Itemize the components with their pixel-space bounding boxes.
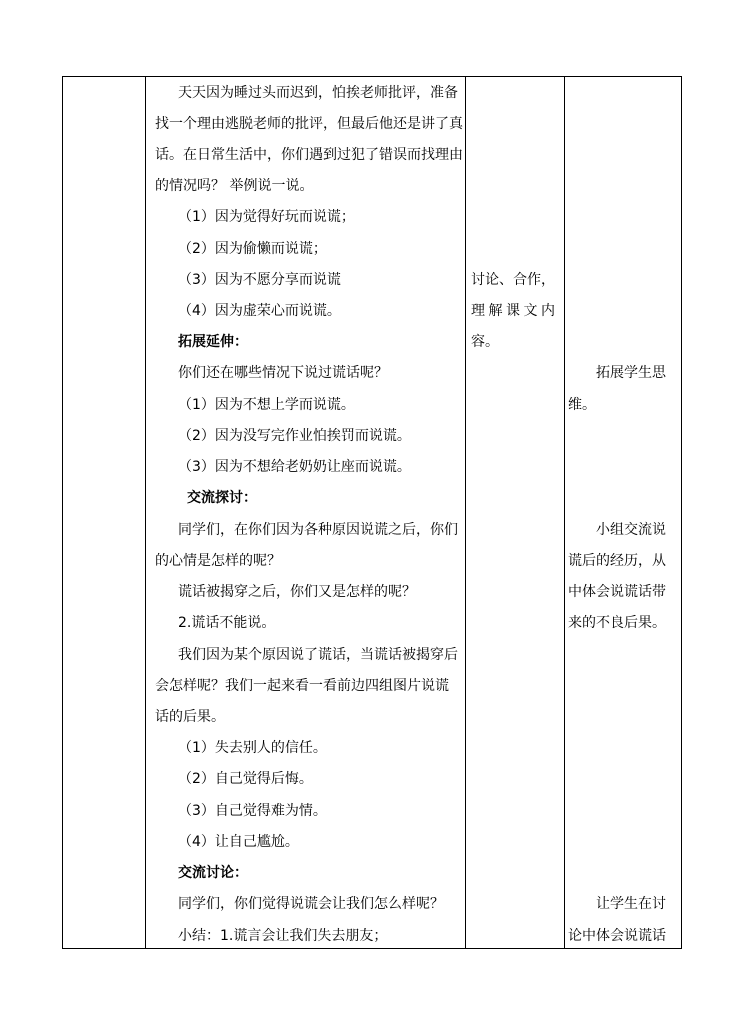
content-line: 谎话被揭穿之后，你们又是怎样的呢？ <box>178 584 416 600</box>
content-line: 我们因为某个原因说了谎话，当谎话被揭穿后 <box>178 647 458 663</box>
teaching-content-cell <box>146 77 465 948</box>
intent-line: 谎后的经历，从 <box>568 553 666 569</box>
content-line: 的心情是怎样的呢？ <box>155 553 281 569</box>
content-line: （2）自己觉得后悔。 <box>178 771 313 787</box>
content-line: 同学们，在你们因为各种原因说谎之后，你们 <box>178 522 458 538</box>
content-line: （2）因为没写完作业怕挨罚而说谎。 <box>178 428 411 444</box>
section-heading: 交流探讨： <box>187 490 257 506</box>
intent-line: 论中体会说谎话 <box>568 928 666 944</box>
intent-line: 来的不良后果。 <box>568 615 666 631</box>
content-line: 小结：1.谎言会让我们失去朋友； <box>178 928 388 944</box>
section-heading: 拓展延伸： <box>178 334 248 350</box>
content-line: 的情况吗？ 举例说一说。 <box>155 178 314 194</box>
section-heading: 交流讨论： <box>178 865 248 881</box>
activity-char: 文 <box>523 303 538 319</box>
content-line: （3）因为不愿分享而说谎 <box>178 272 341 288</box>
content-line: （2）因为偷懒而说谎； <box>178 241 327 257</box>
intent-line: 让学生在讨 <box>596 896 666 912</box>
content-line: （1）失去别人的信任。 <box>178 740 327 756</box>
activity-char: 内 <box>541 303 555 319</box>
content-line: 话的后果。 <box>155 709 225 725</box>
activity-line: 讨论、合作， <box>471 272 555 288</box>
activity-char: 理 <box>471 303 485 319</box>
intent-line: 拓展学生思 <box>596 365 666 381</box>
content-line: 你们还在哪些情况下说过谎话呢？ <box>178 365 388 381</box>
content-line: 找一个理由逃脱老师的批评，但最后他还是讲了真 <box>155 116 463 132</box>
content-line: 会怎样呢？我们一起来看一看前边四组图片说谎 <box>155 678 449 694</box>
activity-line: 容。 <box>471 334 499 350</box>
activity-line <box>471 301 555 321</box>
activity-char: 解 <box>488 303 503 319</box>
student-activity-cell <box>466 77 564 948</box>
content-line: （3）因为不想给老奶奶让座而说谎。 <box>178 459 411 475</box>
intent-line: 小组交流说 <box>596 522 666 538</box>
content-line: 同学们，你们觉得说谎会让我们怎么样呢？ <box>178 896 444 912</box>
content-line: （1）因为不想上学而说谎。 <box>178 397 355 413</box>
content-line: （4）让自己尴尬。 <box>178 834 299 850</box>
content-line: （3）自己觉得难为情。 <box>178 803 327 819</box>
content-line: 话。在日常生活中，你们遇到过犯了错误而找理由 <box>155 147 463 163</box>
content-line: 天天因为睡过头而迟到，怕挨老师批评，准备 <box>178 85 458 101</box>
intent-line: 中体会说谎话带 <box>568 584 666 600</box>
intent-line: 维。 <box>568 397 596 413</box>
content-line: （4）因为虚荣心而说谎。 <box>178 303 341 319</box>
lesson-plan-table <box>62 76 682 949</box>
content-line: （1）因为觉得好玩而说谎； <box>178 209 355 225</box>
activity-char: 课 <box>506 303 520 319</box>
design-intent-cell <box>565 77 683 948</box>
content-line: 2.谎话不能说。 <box>178 615 276 631</box>
empty-first-column <box>63 77 145 948</box>
